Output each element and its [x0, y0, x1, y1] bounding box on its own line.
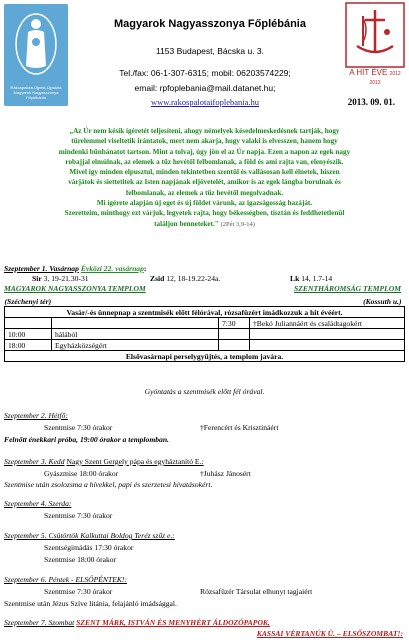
adoration-text: Szentségimádás 17:30 órakor — [44, 543, 134, 552]
vespers-notice: Szentmise után zsolozsma a hívekkel, papi és szerzetesi hivatásokért. — [4, 480, 213, 489]
church-right-name: SZENTHÁROMSÁG TEMPLOM — [294, 284, 401, 293]
table-row — [5, 307, 405, 318]
quote-line: várjátok és siettetitek az Isten napjának eljövetelét, amikor is az egek lángba borulnak és — [68, 178, 341, 187]
mass-time-text: Szentmise 7:30 órakor — [44, 587, 113, 596]
parish-logo — [4, 4, 68, 106]
mass-time-text: Gyászmise 18:00 órakor — [44, 469, 119, 478]
sunday-day-label: Szeptember 1. Vasárnap — [4, 264, 79, 273]
readings-line: Zsid 12, 18-19.22-24a. — [150, 274, 221, 283]
year-of-faith-logo — [345, 2, 405, 86]
scripture-quote — [8, 126, 401, 230]
litany-notice: Szentmise után Jézus Szíve litánia, felajánló imádsággal. — [4, 599, 177, 608]
rosary-notice: Vasár/-és ünnepnap a szentmisék előtt félórával, rózsafüzért imádkozzuk a hit évéért. — [5, 307, 405, 318]
quote-line: Mivel így minden elpusztul, minden tekintetben szentül és vallásosan kell élnetek, hiszen — [69, 168, 340, 177]
mass-intention-text: †Ferencért és Krisztináért — [200, 423, 279, 432]
mass-intention-text: †Juhász Jánosért — [200, 469, 251, 478]
parish-title: Magyarok Nagyasszonya Főplébánia — [114, 18, 306, 30]
table-row — [5, 351, 405, 362]
saturday-feast: KASSAI VÉRTANÚK Ü. – ELSŐSZOMBAT!: — [256, 629, 403, 638]
quote-line: találjon benneteket." (2Pét 3,9-14) — [154, 219, 255, 228]
quote-reference: (2Pét 3,9-14) — [220, 220, 255, 228]
bulletin-date: 2013. 09. 01. — [347, 97, 395, 107]
mass-time-text: Szentmise 18:00 órakor — [44, 555, 117, 564]
cross-boat-icon — [345, 2, 405, 68]
church-left-name: MAGYAROK NAGYASSZONYA TEMPLOM — [4, 284, 146, 293]
quote-line: türelemmel viseltetik irántatok, mert nem akarja, hogy valaki is elvesszen, hanem hogy — [71, 137, 338, 146]
table-row — [5, 296, 405, 307]
readings-line: Lk 14, 1.7-14 — [290, 274, 333, 283]
day-label: Szeptember 4. Szerda: — [4, 499, 72, 508]
day-label: Szeptember 5. Csütörtök Kalkuttai Boldog Teréz szűz e.: — [4, 531, 175, 540]
day-label: Szeptember 3. Kedd Nagy Szent Gergely pápa és egyháztanító E.: — [4, 457, 204, 466]
day-label: Szeptember 6. Péntek - ELSŐPÉNTEK!: — [4, 575, 127, 584]
confession-notice: Gyóntatás a szentmisék előtt fél órával. — [144, 387, 265, 396]
email-line: email: rpfoplebania@mail.datanet.hu; — [134, 83, 276, 93]
day-label: Szeptember 7. Szombat SZENT MÁRK, ISTVÁN ÉS MENYHÉRT ÁLDOZÓPAPOK, — [4, 618, 270, 627]
website-link[interactable]: www.rakospalotaifoplebania.hu — [150, 97, 260, 107]
quote-line: robajjal elmúlnak, az elemek a tűz hevétől felbomlanak, a föld és ami rajta van, elenyészik. — [65, 157, 344, 166]
quote-line: felbomlanak, az elemek a tűz hevétől megolvadnak. — [125, 188, 284, 197]
logo-caption: Rákospalota-Újpest-Újpalota Magyarok Nagyasszonya Főplébánia — [10, 85, 62, 100]
church-left-place: (Széchenyi tér) — [4, 296, 52, 306]
parish-address: 1153 Budapest, Bácska u. 3. — [155, 46, 265, 56]
liturgical-sunday: Évközi 22. vasárnap — [80, 264, 144, 273]
sunday-heading: Szeptember 1. Vasárnap Évközi 22. vasárnap: — [4, 264, 147, 273]
mass-time-text: Szentmise 7:30 órakor — [44, 511, 113, 520]
collection-notice: Elsővasárnapi perselygyűjtés, a templom javára. — [5, 351, 405, 362]
quote-line: Mi ígérete alapján új eget és új földet várunk, az igazságosság hazáját. — [96, 199, 313, 208]
mass-time: 7:30 — [219, 318, 250, 329]
mass-time-text: Szentmise 7:30 órakor — [44, 423, 113, 432]
table-row — [5, 318, 405, 329]
logo-text: A HIT ÉVE 2012 2013 — [349, 68, 401, 86]
mass-time: 18:00 — [5, 340, 52, 351]
quote-line: mindenki bűnbánatot tartson. Mint a tolvaj, úgy jön el az Úr napja. Ezen a napon az egek nagy — [58, 147, 351, 156]
phone-line: Tel./fax: 06-1-307-6315; mobil: 06203574229; — [119, 68, 291, 78]
mass-time: 10:00 — [5, 329, 52, 340]
choir-notice: Felnőtt énekkari próba, 19:00 órakor a templomban. — [4, 435, 169, 444]
mass-intention-text: Rózsafüzér Társulat elhunyt tagjaiért — [200, 587, 313, 596]
table-row — [5, 340, 405, 351]
mass-intention: †Bekó Juliannáért és családtagokért — [250, 318, 405, 329]
day-label: Szeptember 2. Hétfő: — [4, 411, 68, 420]
mass-intention: hálából — [52, 329, 219, 340]
table-row — [5, 329, 405, 340]
quote-line: Szeretteim, minthogy ezt várjuk, legyetek rajta, hogy békességben, tisztán és feddhetetlenül — [64, 209, 345, 218]
readings-line: Sir 3, 19-21.30-31 — [32, 274, 89, 283]
mass-schedule-table — [4, 296, 405, 362]
mass-intention: Egyházközségért — [52, 340, 219, 351]
quote-line: „Az Úr nem késik ígéretét teljesíteni, ahogy némelyek késedelmeskedésnek tartják, hogy — [69, 127, 340, 135]
church-right-place: (Kossuth u.) — [363, 296, 402, 306]
